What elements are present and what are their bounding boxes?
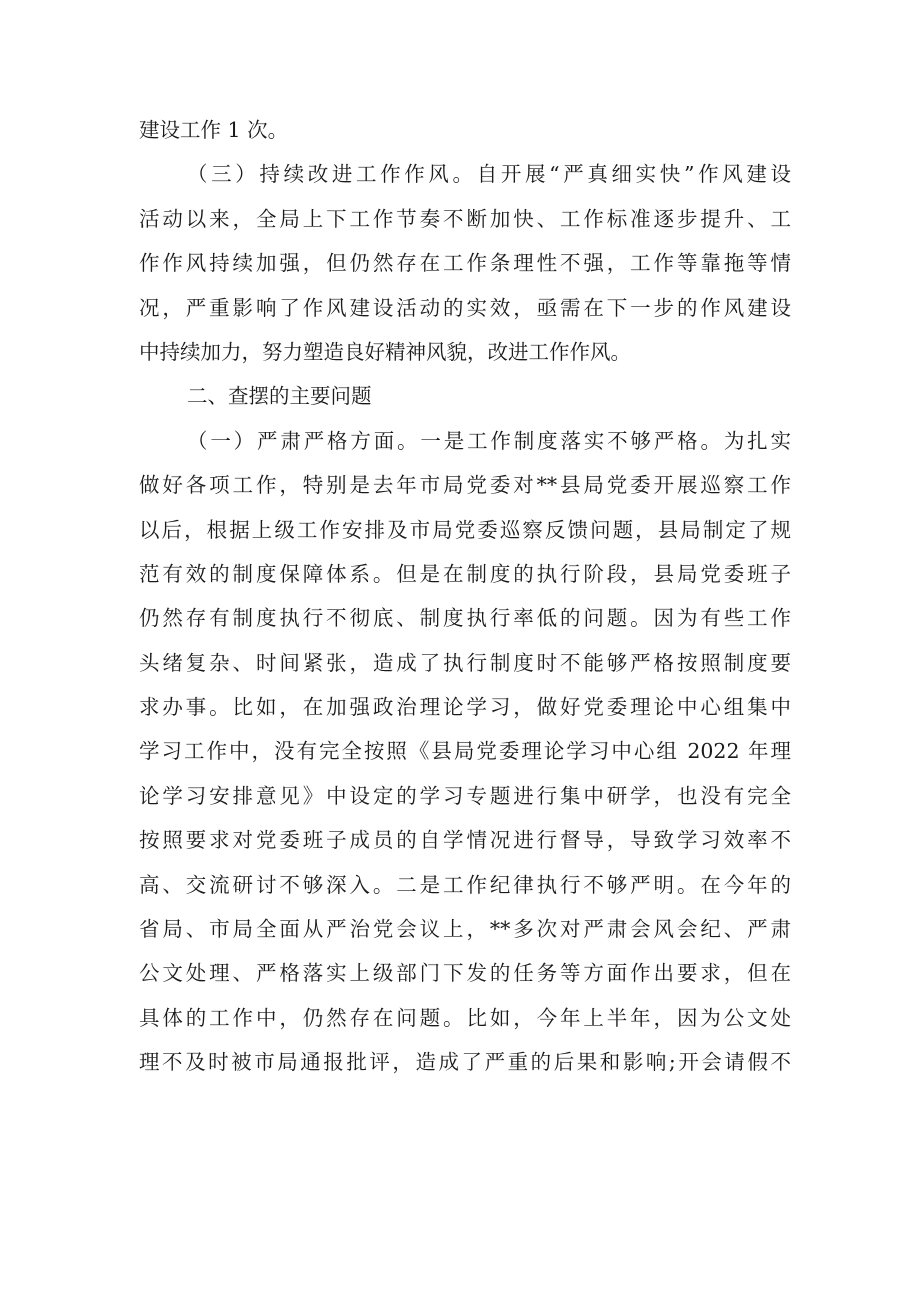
- text-line-5: 况，严重影响了作风建设活动的实效，亟需在下一步的作风建设: [139, 295, 791, 320]
- text-line-12: 仍然存有制度执行不彻底、制度执行率低的问题。因为有些工作: [139, 606, 791, 631]
- text-line-15: 学习工作中，没有完全按照《县局党委理论学习中心组 2022 年理: [139, 739, 791, 764]
- text-line-20: 公文处理、严格落实上级部门下发的任务等方面作出要求，但在: [139, 961, 791, 986]
- text-line-14: 求办事。比如，在加强政治理论学习，做好党委理论中心组集中: [139, 695, 791, 720]
- text-line-10: 以后，根据上级工作安排及市局党委巡察反馈问题，县局制定了规: [139, 517, 791, 542]
- text-line-3: 活动以来，全局上下工作节奏不断加快、工作标准逐步提升、工: [139, 206, 791, 231]
- section-heading: 二、查摆的主要问题: [187, 384, 372, 409]
- text-line-19: 省局、市局全面从严治党会议上，**多次对严肃会风会纪、严肃: [139, 917, 791, 942]
- text-line-1: 建设工作 1 次。: [139, 118, 289, 142]
- text-line-22: 理不及时被市局通报批评，造成了严重的后果和影响;开会请假不: [139, 1050, 791, 1075]
- text-line-18: 高、交流研讨不够深入。二是工作纪律执行不够严明。在今年的: [139, 872, 791, 897]
- text-line-16: 论学习安排意见》中设定的学习专题进行集中研学，也没有完全: [139, 783, 791, 808]
- text-line-6: 中持续加力，努力塑造良好精神风貌，改进工作作风。: [139, 339, 631, 364]
- text-line-8: （一）严肃严格方面。一是工作制度落实不够严格。为扎实: [187, 428, 791, 453]
- text-line-9: 做好各项工作，特别是去年市局党委对**县局党委开展巡察工作: [139, 473, 791, 498]
- text-line-11: 范有效的制度保障体系。但是在制度的执行阶段，县局党委班子: [139, 561, 791, 586]
- document-body: [139, 108, 791, 1085]
- text-line-17: 按照要求对党委班子成员的自学情况进行督导，导致学习效率不: [139, 828, 791, 853]
- text-line-21: 具体的工作中，仍然存在问题。比如，今年上半年，因为公文处: [139, 1005, 791, 1030]
- text-line-13: 头绪复杂、时间紧张，造成了执行制度时不能够严格按照制度要: [139, 650, 791, 675]
- text-line-2: （三）持续改进工作作风。自开展“严真细实快”作风建设: [187, 162, 791, 187]
- text-line-4: 作作风持续加强，但仍然存在工作条理性不强，工作等靠拖等情: [139, 251, 791, 276]
